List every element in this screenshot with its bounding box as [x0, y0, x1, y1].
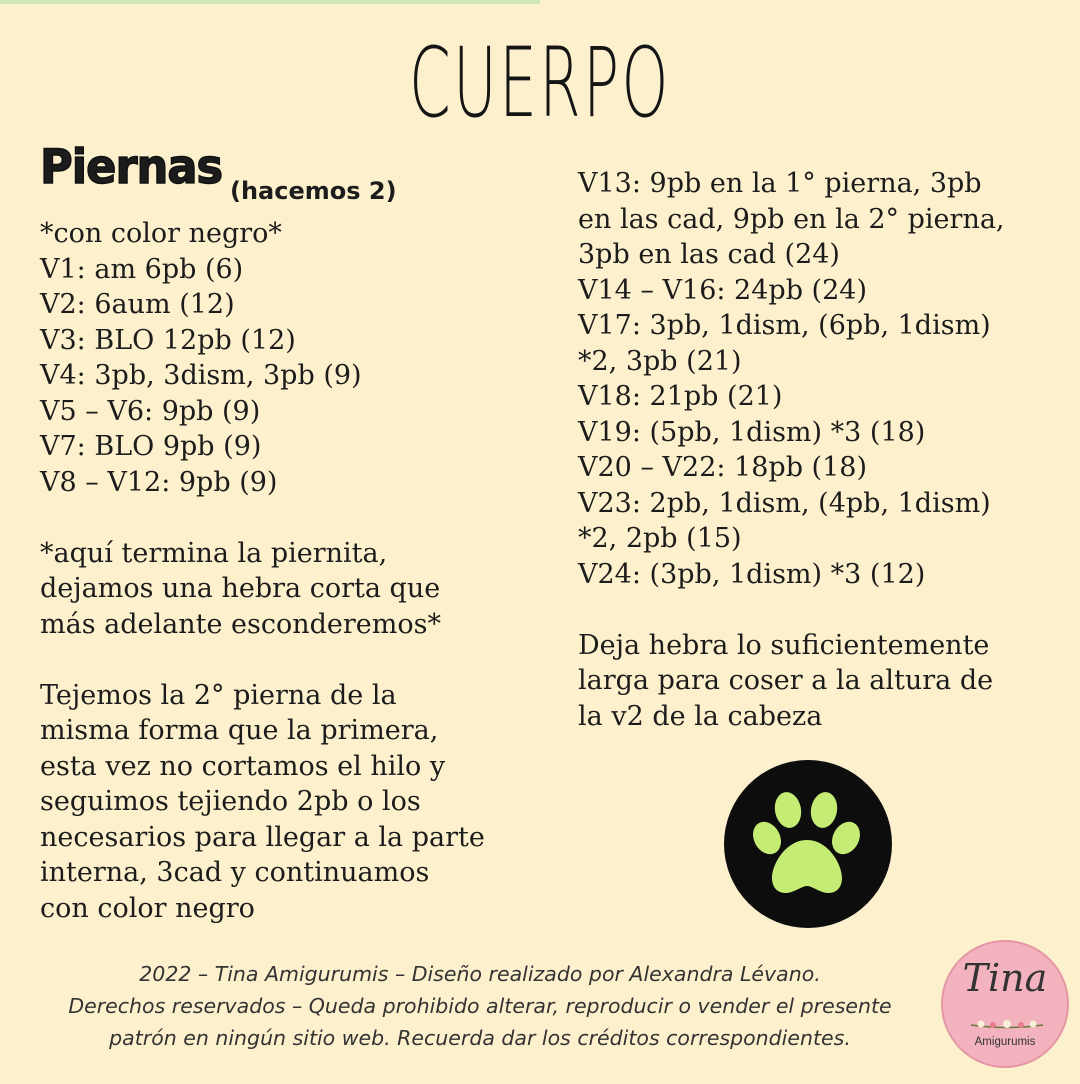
legs-line: V1: am 6pb (6) [40, 253, 244, 285]
legs-heading-note: (hacemos 2) [230, 177, 397, 205]
body-round-line: 3pb en las cad (24) [578, 239, 840, 270]
second-leg-line: seguimos tejiendo 2pb o los [40, 786, 421, 817]
footer-line: 2022 – Tina Amigurumis – Diseño realizado por Alexandra Lévano. [139, 962, 821, 986]
flowers-icon [967, 1016, 1047, 1032]
legs-line: V4: 3pb, 3dism, 3pb (9) [40, 360, 362, 391]
closing-line: la v2 de la cabeza [578, 700, 823, 732]
logo-subtitle: Amigurumis [974, 1036, 1036, 1048]
legs-column [40, 140, 540, 926]
body-round-line: V18: 21pb (21) [578, 381, 783, 412]
second-leg-line: Tejemos la 2° pierna de la [40, 679, 397, 711]
leg-end-note-line: *aquí termina la piernita, [40, 537, 388, 569]
body-round-line: V14 – V16: 24pb (24) [578, 274, 867, 306]
body-round-line: V20 – V22: 18pb (18) [578, 452, 867, 483]
second-leg-line: necesarios para llegar a la parte [40, 821, 485, 853]
logo-script-text: Tina [962, 956, 1048, 1000]
top-accent-strip [0, 0, 540, 4]
second-leg-line: esta vez no cortamos el hilo y [40, 750, 446, 782]
body-round-line: V23: 2pb, 1dism, (4pb, 1dism) [578, 487, 991, 519]
page-title: CUERPO [409, 27, 671, 139]
legs-line: *con color negro* [40, 218, 282, 249]
brand-logo [941, 940, 1069, 1068]
leg-end-note-line: más adelante esconderemos* [40, 608, 441, 640]
leg-end-note-line: dejamos una hebra corta que [40, 573, 441, 604]
body-round-line: V19: (5pb, 1dism) *3 (18) [578, 416, 926, 448]
body-column [578, 166, 1058, 734]
legs-line: V2: 6aum (12) [40, 289, 235, 320]
footer-line: Derechos reservados – Queda prohibido alterar, reproducir o vender el presente [68, 994, 892, 1018]
closing-line: Deja hebra lo suficientemente [578, 629, 990, 661]
second-leg-line: misma forma que la primera, [40, 715, 439, 746]
paw-icon [724, 760, 892, 928]
copyright-footer [20, 958, 940, 1054]
body-round-line: V13: 9pb en la 1° pierna, 3pb [578, 168, 982, 199]
legs-line: V7: BLO 9pb (9) [40, 431, 262, 462]
second-leg-line: interna, 3cad y continuamos [40, 857, 430, 888]
body-round-line: V24: (3pb, 1dism) *3 (12) [578, 558, 926, 590]
body-round-line: V17: 3pb, 1dism, (6pb, 1dism) [578, 310, 991, 341]
legs-line: V8 – V12: 9pb (9) [40, 466, 278, 498]
legs-line: V5 – V6: 9pb (9) [40, 395, 261, 427]
footer-line: patrón en ningún sitio web. Recuerda dar los créditos correspondientes. [109, 1026, 851, 1050]
legs-heading [40, 140, 540, 216]
closing-line: larga para coser a la altura de [578, 665, 994, 696]
legs-line: V3: BLO 12pb (12) [40, 324, 296, 356]
body-round-line: *2, 2pb (15) [578, 523, 742, 554]
legs-heading-word: Piernas [40, 140, 223, 195]
body-round-line: en las cad, 9pb en la 2° pierna, [578, 203, 1005, 235]
second-leg-line: con color negro [40, 892, 255, 924]
body-round-line: *2, 3pb (21) [578, 345, 742, 377]
